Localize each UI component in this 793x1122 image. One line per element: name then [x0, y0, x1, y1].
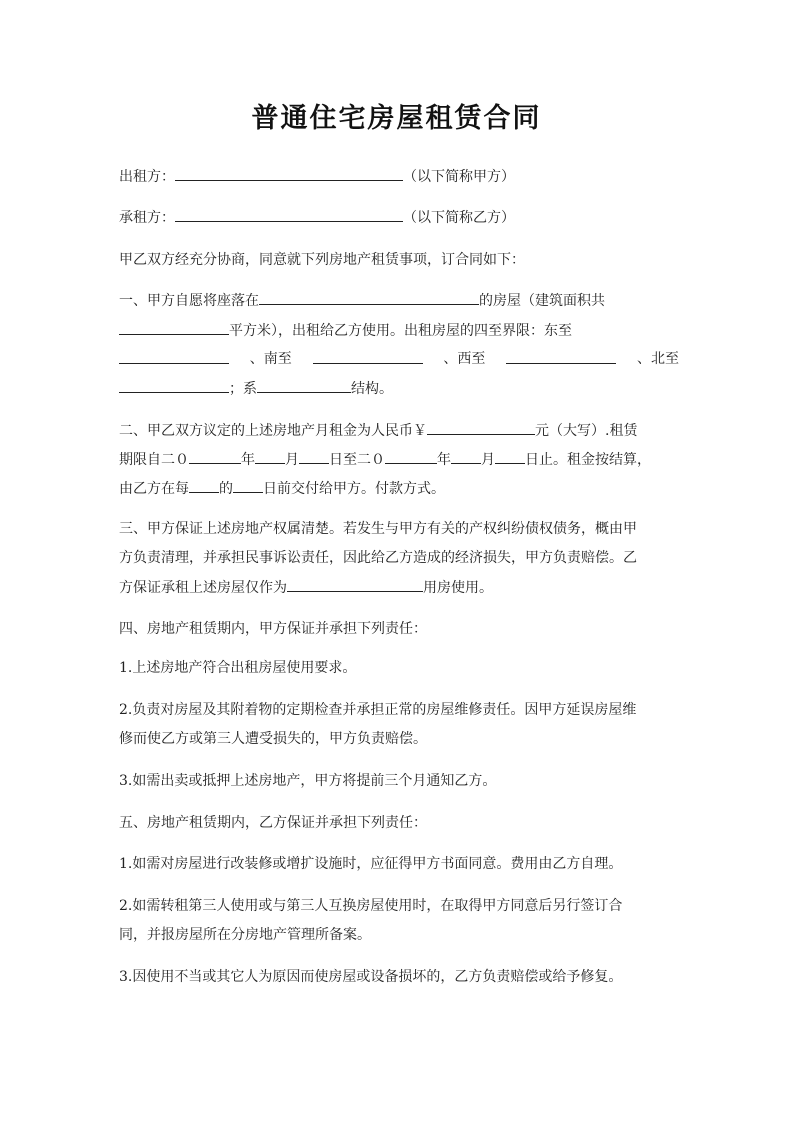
lessee-name-blank[interactable]	[175, 207, 403, 222]
building-area-blank[interactable]	[119, 320, 229, 335]
s1-line-4	[119, 378, 679, 399]
s2-text-d2: 的	[219, 481, 233, 497]
south-boundary-blank[interactable]	[313, 349, 423, 364]
s2-text-c4: 日至二０	[329, 452, 385, 468]
s5-item-2-line-1: 2.如需转租第三人使用或与第三人互换房屋使用时，在取得甲方同意后另行签订合	[119, 898, 623, 914]
s1-line-3	[119, 349, 679, 369]
lessor-name-blank[interactable]	[175, 166, 403, 181]
monthly-rent-blank[interactable]	[427, 420, 535, 435]
structure-type-blank[interactable]	[257, 378, 351, 393]
s2-text-c1: 期限自二０	[119, 452, 189, 468]
lessee-line	[119, 207, 679, 228]
west-boundary-blank[interactable]	[506, 349, 616, 364]
lessee-label: 承租方：	[119, 210, 175, 226]
s1-text-e: ；系	[229, 381, 257, 397]
s1-line-1	[119, 290, 679, 311]
s2-text-c7: 日止。租金按结算，	[525, 452, 651, 468]
payment-period-blank[interactable]	[189, 478, 219, 493]
payment-day-blank[interactable]	[233, 478, 263, 493]
s1-text-b: 的房屋（建筑面积共	[479, 293, 605, 309]
s1-text-f: 结构。	[351, 381, 393, 397]
s1-text-c: 平方米），出租给乙方使用。出租房屋的四至界限：东至	[229, 323, 572, 339]
s2-text-d3: 日前交付给甲方。付款方式。	[263, 481, 445, 497]
s2-text-a: 二、甲乙双方议定的上述房地产月租金为人民币￥	[119, 423, 427, 439]
s1-line-2	[119, 320, 679, 341]
s2-text-c5: 年	[437, 452, 451, 468]
s3-line-1: 三、甲方保证上述房地产权属清楚。若发生与甲方有关的产权纠纷债权债务，概由甲	[119, 521, 637, 537]
s5-item-2-line-2: 同，并报房屋所在分房地产管理所备案。	[119, 927, 371, 943]
s2-line-2	[119, 449, 679, 470]
end-day-blank[interactable]	[495, 449, 525, 464]
property-location-blank[interactable]	[259, 290, 479, 305]
s2-text-c2: 年	[241, 452, 255, 468]
start-month-blank[interactable]	[255, 449, 285, 464]
s4-heading: 四、房地产租赁期内，甲方保证并承担下列责任：	[119, 621, 427, 637]
lessor-line	[119, 166, 679, 187]
start-day-blank[interactable]	[299, 449, 329, 464]
end-year-blank[interactable]	[385, 449, 437, 464]
s3-line-2: 方负责清理，并承担民事诉讼责任，因此给乙方造成的经济损失，甲方负责赔偿。乙	[119, 550, 637, 566]
s2-text-c6: 月	[481, 452, 495, 468]
lessee-suffix: （以下简称乙方）	[403, 210, 515, 226]
s4-item-2-line-2: 修而使乙方或第三人遭受损失的，甲方负责赔偿。	[119, 731, 427, 747]
document-title: 普通住宅房屋租赁合同	[251, 103, 542, 134]
north-boundary-blank[interactable]	[119, 378, 229, 393]
s3-line-3	[119, 577, 679, 598]
s1-west-label: 、西至	[443, 351, 486, 367]
east-boundary-blank[interactable]	[119, 349, 229, 364]
s3-text-3b: 用房使用。	[423, 580, 493, 596]
start-year-blank[interactable]	[189, 449, 241, 464]
lessor-suffix: （以下简称甲方）	[403, 169, 515, 185]
s5-item-1: 1.如需对房屋进行改装修或增扩设施时，应征得甲方书面同意。费用由乙方自理。	[119, 856, 623, 872]
s2-text-d1: 由乙方在每	[119, 481, 189, 497]
s2-text-b: 元（大写）.租赁	[535, 423, 638, 439]
s1-south-label: 、南至	[249, 351, 292, 367]
s2-line-1	[119, 420, 679, 441]
s4-item-2-line-1: 2.负责对房屋及其附着物的定期检查并承担正常的房屋维修责任。因甲方延误房屋维	[119, 702, 637, 718]
end-month-blank[interactable]	[451, 449, 481, 464]
s5-item-3: 3.因使用不当或其它人为原因而使房屋或设备损坏的，乙方负责赔偿或给予修复。	[119, 969, 623, 985]
s1-text-a: 一、甲方自愿将座落在	[119, 293, 259, 309]
s1-north-label: 、北至	[636, 351, 679, 367]
s2-text-c3: 月	[285, 452, 299, 468]
s3-text-3a: 方保证承租上述房屋仅作为	[119, 580, 287, 596]
intro-paragraph: 甲乙双方经充分协商，同意就下列房地产租赁事项，订合同如下：	[119, 252, 525, 268]
s5-heading: 五、房地产租赁期内，乙方保证并承担下列责任：	[119, 815, 427, 831]
s2-line-3	[119, 478, 679, 499]
s4-item-1: 1.上述房地产符合出租房屋使用要求。	[119, 660, 357, 676]
lessor-label: 出租方：	[119, 169, 175, 185]
s4-item-3: 3.如需出卖或抵押上述房地产，甲方将提前三个月通知乙方。	[119, 773, 497, 789]
usage-purpose-blank[interactable]	[287, 577, 423, 592]
